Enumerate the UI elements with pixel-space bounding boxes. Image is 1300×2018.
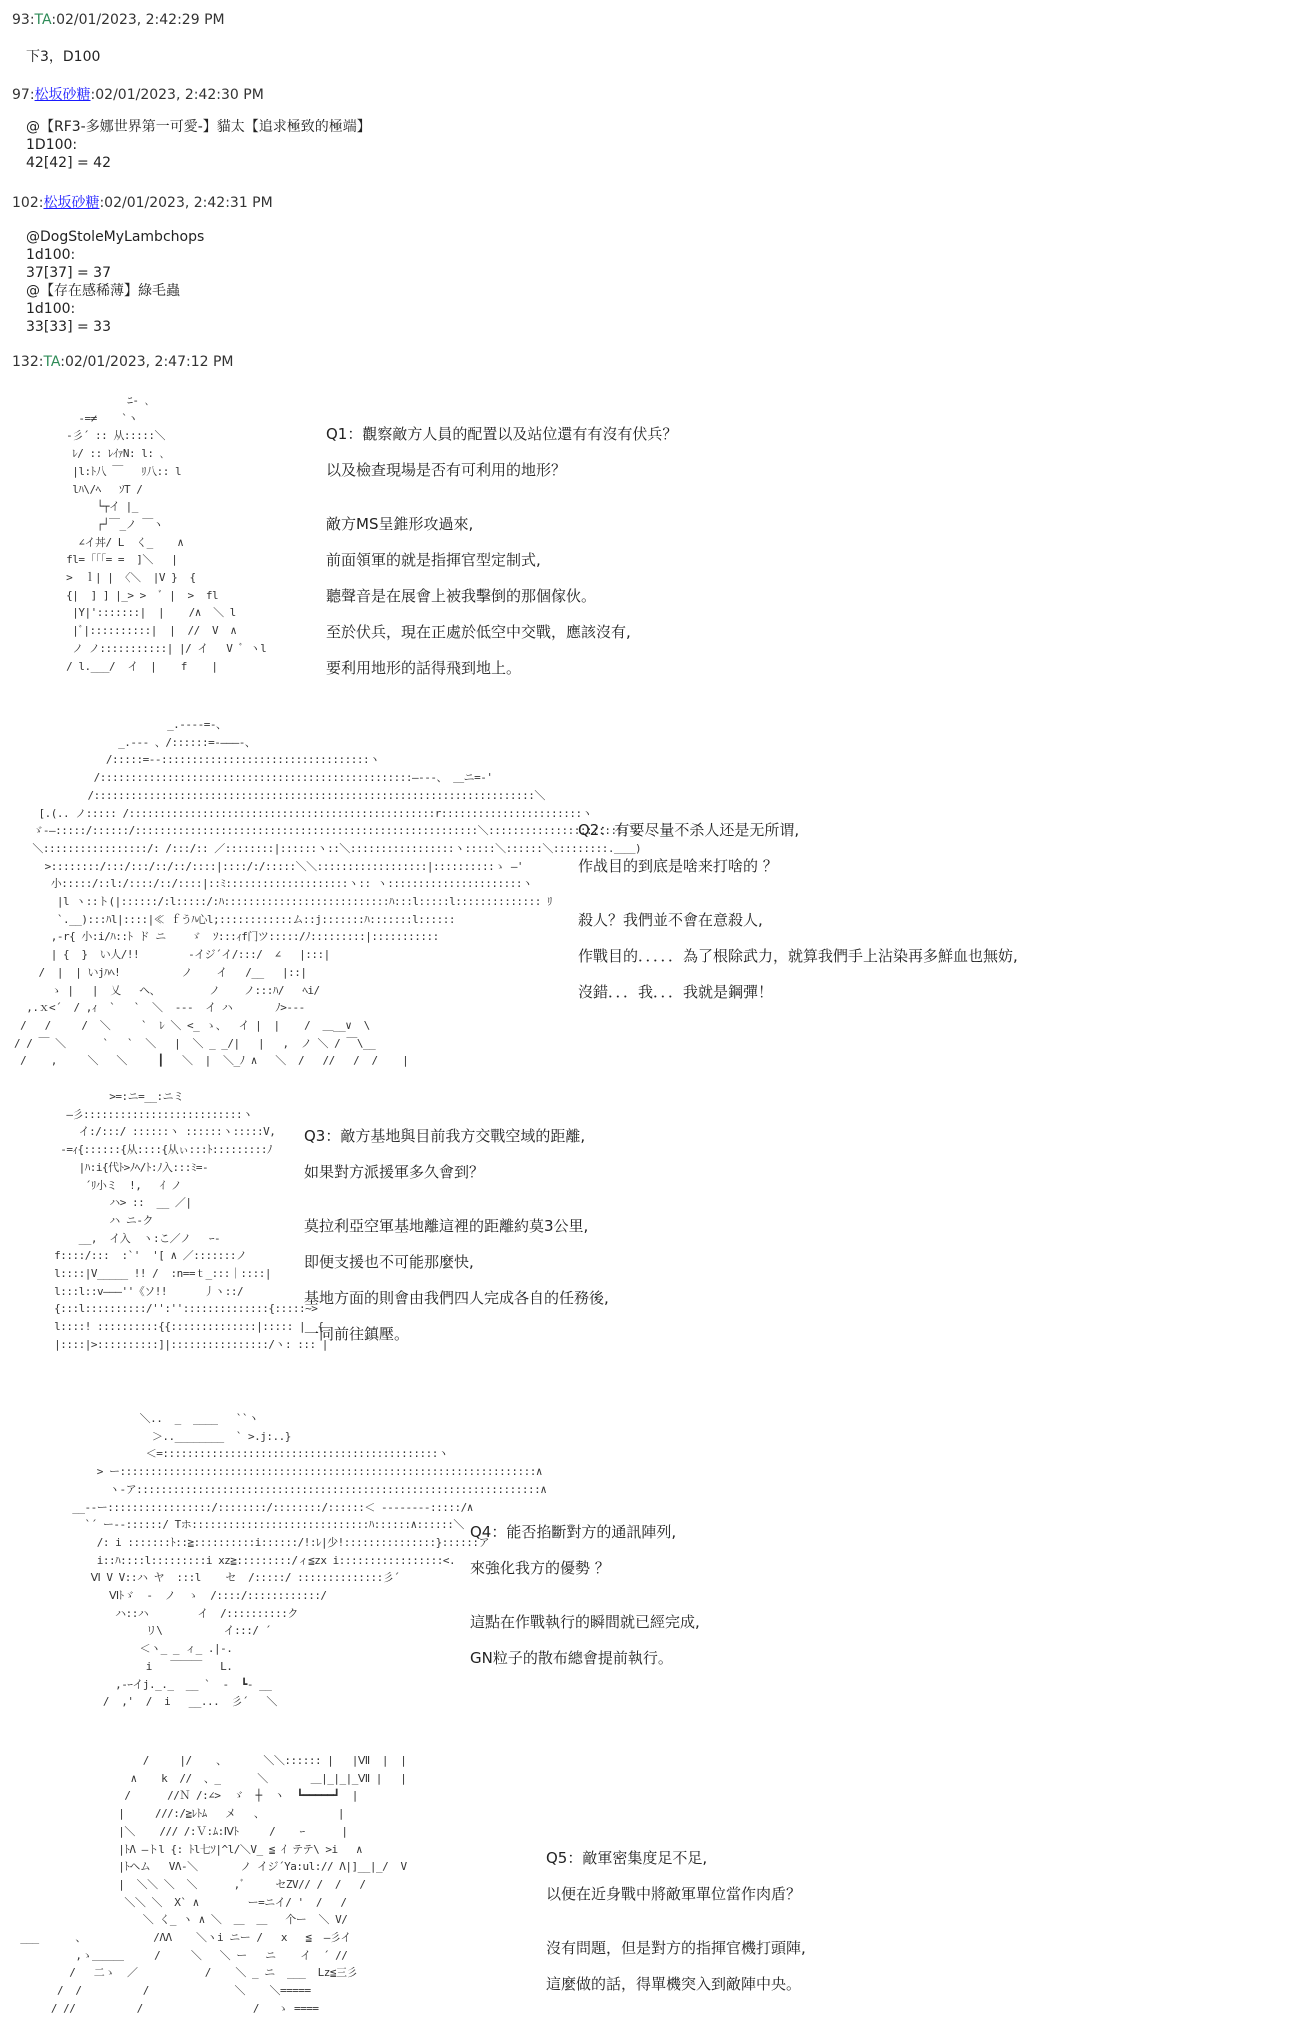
question-line: Q3：敵方基地與目前我方交戰空域的距離, xyxy=(304,1127,586,1145)
answer-line: 即便支援也不可能那麼快, xyxy=(304,1253,474,1271)
post-number: 93 xyxy=(12,12,30,28)
qa-block-4 xyxy=(470,1514,700,1676)
poster-name-link[interactable]: 松坂砂糖 xyxy=(43,195,100,211)
post-number: 102 xyxy=(12,195,39,211)
qa-block-2 xyxy=(578,812,1018,1010)
post-date: 02/01/2023, 2:47:12 PM xyxy=(64,354,234,370)
poster-name: TA xyxy=(43,354,61,370)
answer-line: 要利用地形的話得飛到地上。 xyxy=(326,659,522,677)
qa-block-1 xyxy=(326,416,677,686)
answer-line: 敵方MS呈錐形攻過來, xyxy=(326,515,474,533)
question-line: Q2：有要尽量不杀人还是无所谓, xyxy=(578,821,800,839)
question-line: 如果對方派援軍多久會到？ xyxy=(304,1163,485,1181)
spacer xyxy=(326,488,677,506)
poster-name-link[interactable]: 松坂砂糖 xyxy=(34,87,91,103)
answer-line: GN粒子的散布總會提前執行。 xyxy=(470,1649,673,1667)
answer-line: 這麼做的話，得單機突入到敵陣中央。 xyxy=(546,1975,802,1993)
question-line: Q1：觀察敵方人員的配置以及站位還有有沒有伏兵？ xyxy=(326,425,678,443)
question-line: 以便在近身戰中將敵軍單位當作肉盾？ xyxy=(546,1885,802,1903)
answer-line: 一同前往鎮壓。 xyxy=(304,1325,410,1343)
post-date: 02/01/2023, 2:42:29 PM xyxy=(56,12,225,28)
post-body-102: @DogStoleMyLambchops 1d100: 37[37] = 37 @【存在感稀薄】綠毛蟲 1d100: 33[33] = 33 xyxy=(26,229,205,335)
answer-line: 莫拉利亞空軍基地離這裡的距離約莫3公里, xyxy=(304,1217,589,1235)
spacer xyxy=(546,1912,806,1930)
spacer xyxy=(578,884,1018,902)
answer-line: 基地方面的則會由我們四人完成各自的任務後, xyxy=(304,1289,609,1307)
answer-line: 沒錯．．．我．．．我就是鋼彈！ xyxy=(578,983,774,1001)
question-line: 作战目的到底是啥来打啥的 ？ xyxy=(578,857,778,875)
post-header-132: 132:TA:02/01/2023, 2:47:12 PM xyxy=(12,354,234,370)
post-number: 97 xyxy=(12,87,30,103)
answer-line: 聽聲音是在展會上被我擊倒的那個傢伙。 xyxy=(326,587,597,605)
question-line: 以及檢查現場是否有可利用的地形？ xyxy=(326,461,567,479)
ascii-art-character-1: ﾆ- ､ -=≠ `ヽ -彡´ :: 从:::::＼ ﾚ/ :: ﾚｲｧN: l: ､ |l:ﾄ八 ￣ ﾘ八:: l lﾊ\/ﾍ ｿT / └┬イ |_ ┌┘￣_ノ ￣ヽ ∠イ丼/ L く_ ∧ fl= ｢｢｢= = ]＼ | > ｌ| | 〈＼ |V } { {| ] ] |_> > ﾞ | > fl |Y|':::::::| | /∧ ＼ l |ﾞ|::::::::::| | // V ∧ ノ ノ:::::::::::| |/ イ V ﾞ ヽl / l.___/ イ | f | xyxy=(66,394,267,673)
qa-block-3 xyxy=(304,1118,609,1352)
spacer xyxy=(470,1586,700,1604)
answer-line: 至於伏兵，現在正處於低空中交戰，應該沒有, xyxy=(326,623,631,641)
answer-line: 作戰目的．．．．．為了根除武力，就算我們手上沾染再多鮮血也無妨, xyxy=(578,947,1018,965)
answer-line: 沒有問題，但是對方的指揮官機打頭陣, xyxy=(546,1939,806,1957)
poster-name: TA xyxy=(34,12,52,28)
spacer xyxy=(304,1190,609,1208)
post-number: 132 xyxy=(12,354,39,370)
question-line: Q4：能否掐斷對方的通訊陣列, xyxy=(470,1523,677,1541)
answer-line: 殺人？我們並不會在意殺人, xyxy=(578,911,763,929)
answer-line: 這點在作戰執行的瞬間就已經完成, xyxy=(470,1613,700,1631)
ascii-art-character-5: / |/ 、 ＼＼:::::: | |Ⅶ | | ∧ k // 、_ ＼ ＿|_|_|_Ⅶ | | / //Ｎ /:∠> ゞ ┼ ヽ ┗━━━━━┛ | | ///:/≧ﾚﾄﾑ メ 、 | |＼ /// /:Ｖ:ﾑ:Ⅳﾄ / ｰ | |ﾄΛ ―トl {: ﾄl七ｿ|^l/＼V_ ≦ ｲ テテ\ >i ∧ |ﾄヘム VΛ-＼ ノ イジ´Ya:ul:// Λ|]__|_/ V | ＼＼ ＼ ＼ ,ﾞ セZV// / / / ＼＼ ＼ X` ∧ ー=ニイ/ ' / / ＼ く_ ヽ ∧ ＼ ＿ ＿ 个ー ＼ V/ ___ 、 /ΛΛ ＼ヽi ニー / x ≦ ―彡イ ,ゝ＿＿＿ / ＼ ＼ ー ニ イ ´ // / 二ゝ ／ / ＼ _ ニ ___ Lz≦三彡 / / / ＼ ＼===== / // / / ゝ ==== xyxy=(20,1754,407,2015)
post-date: 02/01/2023, 2:42:31 PM xyxy=(104,195,273,211)
ascii-art-character-2: _.-‐--=-、 _.--- 、/::::::=-―――-、 /:::::=-‐::::::::::::::::::::::::::::::::::ヽ /:::::::::::::::::::::::::::::::::::::::::::::::::::―---、 ＿ニ=-' /::::::::::::::::::::::::::::::::::::::::::::::::::::::::::::::::::::::::＼ [.(.. ノ::::: /::::::::::::::::::::::::::::::::::::::::::::::::::r:::::::::::::::::::::::ヽ ゞ-―:::::/::::::/::::::::::::::::::::::::::::::::::::::::::::::::::::::::＼:::::::::::::::::::::::＼ ＼:::::::::::::::::/: /:::/:: ／::::::::|::::::ヽ::＼:::::::::::::::::ヽ:::::＼::::::＼:::::::::.＿＿) >::::::::/:::/:::/::/::/::::|::::/:/:::::＼＼::::::::::::::::::|::::::::::ゝ ―' 小:::::/::l:/::::/::/::::|::ﾐ::::::::::::::::::::ヽ:: ヽ::::::::::::::::::::::ヽ |l ヽ::ト(|::::::/:l:::::/:ﾊ:::::::::::::::::::::::::::ﾊ:::l:::::l:::::::::::::: ﾘ `.__):::ﾊl|::::|≪ ｆうﾊ心l;::::::::::::ム::j:::::::ﾊ:::::::l:::::: ,-r{ 小:i/ﾊ::ﾄ ド ニ ゞ ｿ:::ｨf门ツ:::::/ﾉ:::::::::|::::::::::: | { } い人/!! -イジ´イ/:::/ ∠ |:::| / | | いjﾊﾍ! ノ イ /__ |::| ゝ | | 乂 ヘ、 ノ ノ:::ﾊ/ ﾍi/ ,.ｘ<´ / ,ｨ ` ` ＼ --- イ ハ ﾉ>--- / / / ＼ ` ﾚ ＼ <_ ゝ、 イ | | / ＿__∨ \ / / ￣ ＼ ` ` ＼ | ＼ _ _/| | , ノ ＼ / ￣\__ / , ＼ ＼ ┃ ＼ | ＼_ﾉ ∧ ＼ / // / / | xyxy=(14,718,642,1068)
post-header-93: 93:TA:02/01/2023, 2:42:29 PM xyxy=(12,12,225,28)
question-line: Q5：敵軍密集度足不足, xyxy=(546,1849,708,1867)
ascii-art-character-3: >=:ニ=__:ニミ ―彡::::::::::::::::::::::::::ヽ イ:/:::/ ::::::ヽ ::::::ヽ:::::V, ‐=ｨ{::::::{从::::{从ぃ:::ﾄ:::::::::ﾉ |ﾊ:i{代ﾄ>ﾉﾍ/ﾄ:ﾉ入:::ﾐ=- ´ﾘ小ミ !, ｲ ノ ハ> :: __ ／| ハ ニ-ク __, イ入 ヽ:こ／ノ ｰ- f::::/::: :`' '[ ∧ ／:::::::ノ l::::|V_____ !! / :n==ｔ_:::｜::::| l:::l::v―――''《ソ!! 丿ヽ::/ {:::l::::::::::/'':''::::::::::::::{:::::~> l::::! ::::::::::{{::::::::::::::|::::: | { |::::|>::::::::::]|::::::::::::::::/ヽ: ::: | xyxy=(54,1090,328,1351)
post-header-97: 97:松坂砂糖:02/01/2023, 2:42:30 PM xyxy=(12,87,264,103)
post-date: 02/01/2023, 2:42:30 PM xyxy=(95,87,264,103)
post-body-93: 下3，D100 xyxy=(26,49,101,65)
post-body-97: @【RF3-多娜世界第一可愛-】貓太【追求極致的極端】 1D100: 42[42] = 42 xyxy=(26,119,371,171)
answer-line: 前面領軍的就是指揮官型定制式, xyxy=(326,551,541,569)
ascii-art-character-4: ＼.. _ ____ ``ヽ ＞..________ ` >.j:..} ＜=:::::::::::::::::::::::::::::::::::::::::::::ヽ > ー::::::::::::::::::::::::::::::::::::::::::::::::::::::::::::::::::::∧ ヽ-ア::::::::::::::::::::::::::::::::::::::::::::::::::::::::::::::::::∧ __--ー:::::::::::::::::/::::::::/::::::::/::::::＜ --------:::::/∧ `´ ー--::::::/ Tホ:::::::::::::::::::::::::::::ﾊ::::::∧::::::＼ /: i :::::::ﾄ::≧::::::::::i::::::/!:ﾚ|少!:::::::::::::::}::::::ア i::ﾊ::::l:::::::::i xz≧:::::::::/ィ≦zx i:::::::::::::::::<. Ⅵ V V::ハ ヤ :::l セ /:::::/ ::::::::::::::彡´ Ⅵﾄゞ - ノ ゝ /::::/::::::::::::/ ハ::ハ イ /::::::::::ク リ\ イ:::/ ´ ＜ヽ_ _ ィ_ .|‐. i ￣￣￣ L. ,-ｰイj._._ __ ` ‐ ┗‐ __ / ,' / i __... 彡´ ＼ xyxy=(72,1412,547,1709)
qa-block-5 xyxy=(546,1840,806,2002)
post-header-102: 102:松坂砂糖:02/01/2023, 2:42:31 PM xyxy=(12,195,273,211)
question-line: 來強化我方的優勢 ？ xyxy=(470,1559,610,1577)
